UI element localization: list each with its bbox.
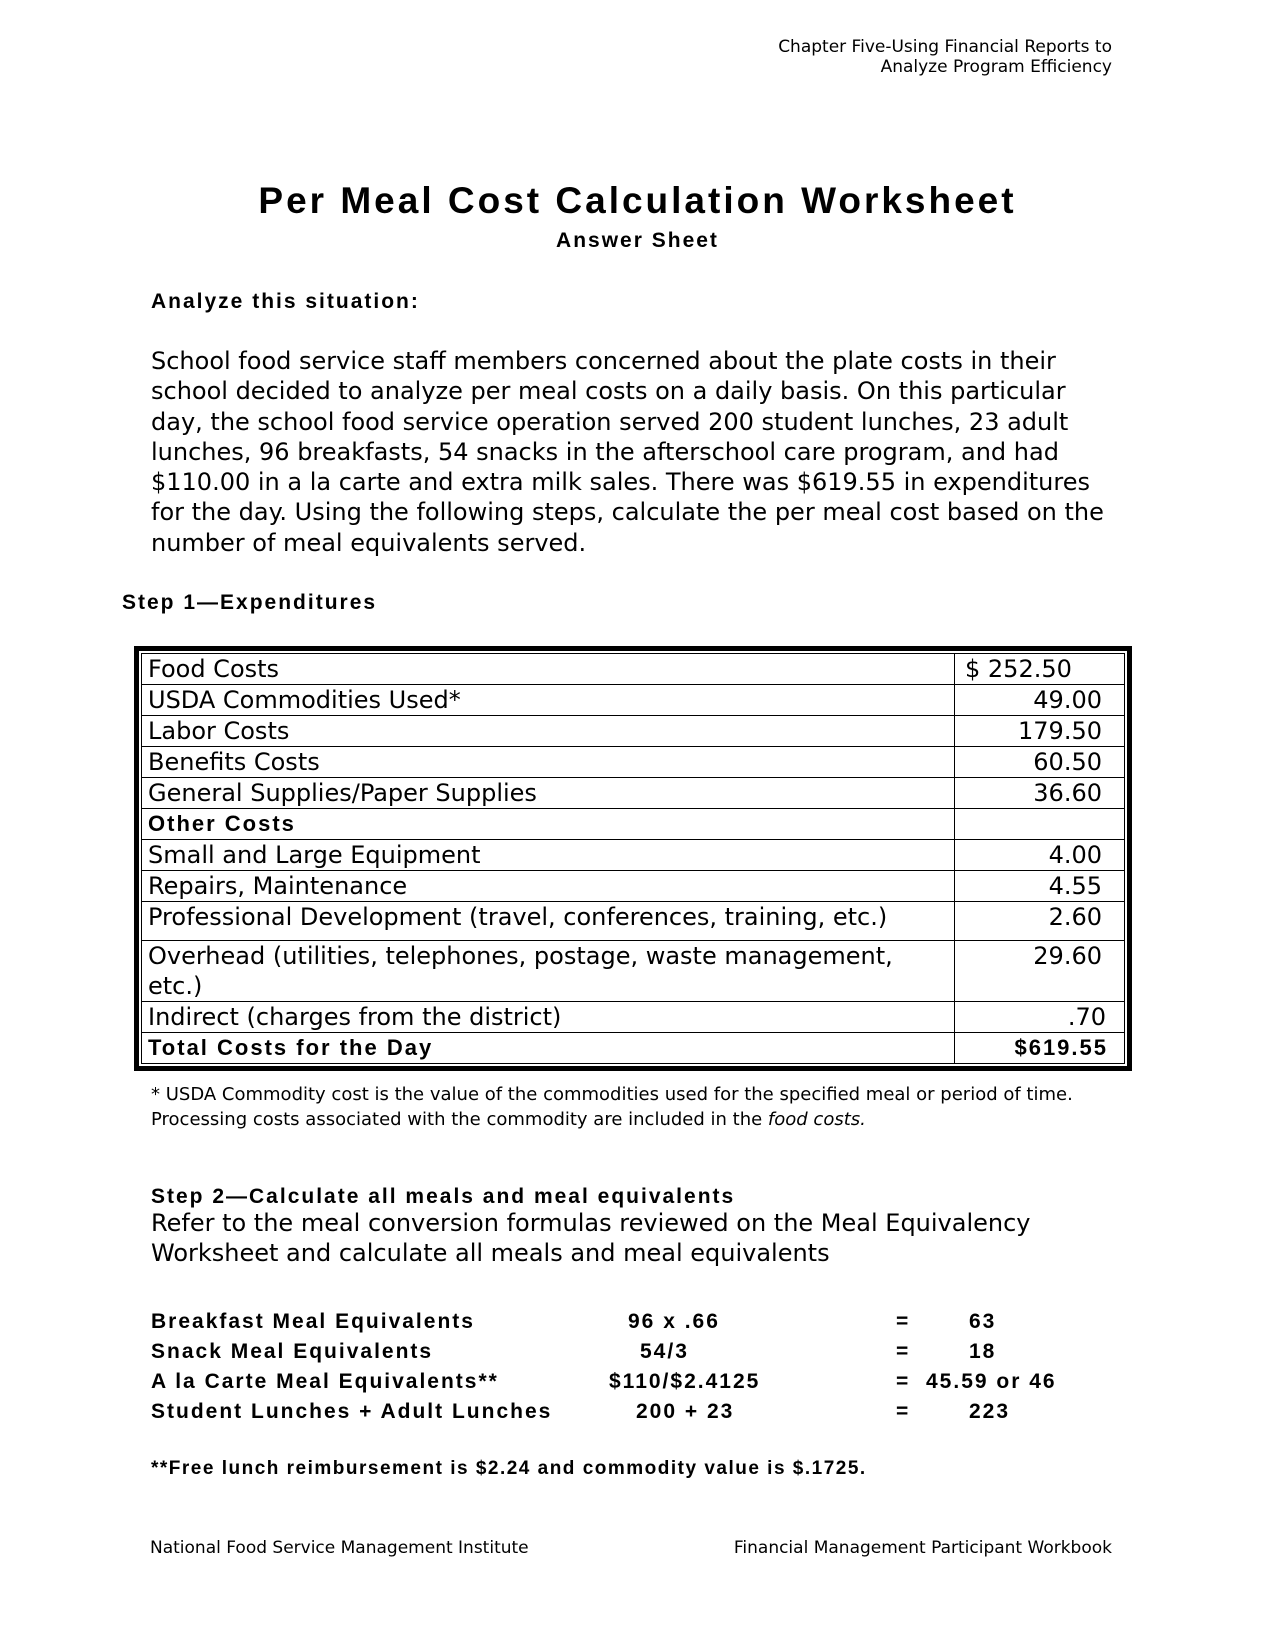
equivalent-result: 63 [969,1310,997,1333]
equivalent-formula: 96 x .66 [628,1310,720,1333]
expense-label: Overhead (utilities, telephones, postage, waste management, etc.) [142,941,955,1002]
equivalent-equals: = [896,1370,911,1393]
situation-paragraph: School food service staff members concerned about the plate costs in their school decided to analyze per meal costs on a daily basis. On this particular day, the school food service operation served 200 student lunches, 23 adult lunches, 96 breakfasts, 54 snacks in the afterschool care program, and had $110.00 in a la carte and extra milk sales. There was $619.55 in expenditures for the day. Using the following steps, calculate the per meal cost based on the number of meal equivalents served. [151,347,1104,557]
table-row [142,654,1125,685]
expense-amount: 179.50 [955,716,1125,747]
table-row [142,1002,1125,1033]
header-line-1: Chapter Five-Using Financial Reports to [778,37,1112,57]
expense-label: Food Costs [142,654,955,685]
table-row [142,685,1125,716]
table-row-subheading [142,809,1125,840]
step2-heading: Step 2—Calculate all meals and meal equivalents [151,1185,736,1208]
equivalent-formula: $110/$2.4125 [609,1370,761,1393]
commodity-footnote [151,1082,1081,1132]
footer-right: Financial Management Participant Workbook [733,1538,1112,1558]
equivalent-row [0,1310,1275,1340]
expense-amount: 49.00 [955,685,1125,716]
equivalent-label: Student Lunches + Adult Lunches [151,1400,553,1423]
expense-subheading: Other Costs [142,809,955,840]
step2-instructions: Refer to the meal conversion formulas reviewed on the Meal Equivalency Worksheet and calculate all meals and meal equivalents [151,1209,1031,1267]
equivalent-formula: 54/3 [640,1340,689,1363]
equivalent-result: 223 [969,1400,1011,1423]
table-row [142,716,1125,747]
table-row-total [142,1033,1125,1064]
equivalent-equals: = [896,1310,911,1333]
table-row [142,871,1125,902]
page-subtitle: Answer Sheet [556,229,719,252]
header-line-2: Analyze Program Efficiency [880,57,1112,77]
page-header [778,37,1112,77]
expense-amount: 4.00 [955,840,1125,871]
footnote-text: * USDA Commodity cost is the value of the commodities used for the specified meal or period of time. Processing costs associated with the commodity are included in the [151,1084,1073,1130]
expenditures-table [141,653,1125,1064]
table-row [142,902,1125,941]
equivalent-equals: = [896,1340,911,1363]
expense-amount: 36.60 [955,778,1125,809]
expense-label: Indirect (charges from the district) [142,1002,955,1033]
expense-label: Benefits Costs [142,747,955,778]
footer-left: National Food Service Management Institute [150,1538,529,1558]
equivalent-row [0,1340,1275,1370]
expense-amount: 2.60 [955,902,1125,941]
analyze-heading: Analyze this situation: [151,290,420,313]
expense-amount: $ 252.50 [955,654,1125,685]
equivalent-equals: = [896,1400,911,1423]
table-row [142,778,1125,809]
equivalent-result: 45.59 or 46 [926,1370,1057,1393]
equivalent-result: 18 [969,1340,997,1363]
expense-amount: 29.60 [955,941,1125,1002]
expense-amount [955,809,1125,840]
total-amount: $619.55 [955,1033,1125,1064]
equivalent-row [0,1370,1275,1400]
equivalent-label: Breakfast Meal Equivalents [151,1310,475,1333]
expense-label: USDA Commodities Used* [142,685,955,716]
expense-label: Labor Costs [142,716,955,747]
expense-amount: .70 [955,1002,1125,1033]
free-lunch-note: **Free lunch reimbursement is $2.24 and commodity value is $.1725. [151,1458,867,1479]
expense-label: Professional Development (travel, conferences, training, etc.) [142,902,955,941]
table-row [142,840,1125,871]
equivalent-label: A la Carte Meal Equivalents** [151,1370,499,1393]
equivalent-label: Snack Meal Equivalents [151,1340,434,1363]
table-row [142,747,1125,778]
equivalent-formula: 200 + 23 [636,1400,735,1423]
expense-amount: 60.50 [955,747,1125,778]
expense-label: Small and Large Equipment [142,840,955,871]
step1-heading: Step 1—Expenditures [122,591,378,614]
expense-label: Repairs, Maintenance [142,871,955,902]
page-title: Per Meal Cost Calculation Worksheet [258,180,1017,221]
expense-label: General Supplies/Paper Supplies [142,778,955,809]
equivalent-row [0,1400,1275,1430]
expense-amount: 4.55 [955,871,1125,902]
footnote-italic: food costs. [767,1109,866,1130]
expenditures-table-frame [134,646,1132,1071]
table-row [142,941,1125,1002]
total-label: Total Costs for the Day [142,1033,955,1064]
